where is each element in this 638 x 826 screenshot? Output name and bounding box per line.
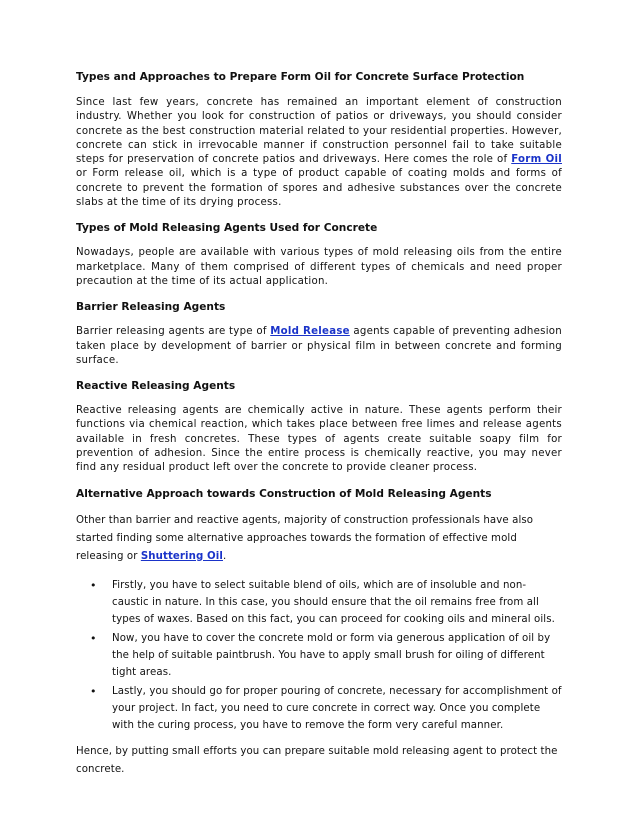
document-title: Types and Approaches to Prepare Form Oil for Concrete Surface Protection: [76, 71, 525, 83]
intro-paragraph: [76, 96, 562, 210]
intro-text-before: Since last few years, concrete has remained an important element of construction industry. Whether you look for construction of patios or driveways, you should consider concrete as the best construction material related to your residential properties. However, concrete can stick in irrevocable manner if construction personnel fail to take suitable steps for preservation of concrete patios and driveways. Here comes the role of: [76, 97, 562, 166]
barrier-text-before: Barrier releasing agents are type of: [76, 326, 271, 338]
types-paragraph: Nowadays, people are available with various types of mold releasing oils from the entire marketplace. Many of them comprised of different types of chemicals and need proper precaution at the time of its actual application.: [76, 247, 562, 287]
bullet-icon: •: [90, 684, 97, 698]
alternative-text-before: Other than barrier and reactive agents, majority of construction professionals have also started finding some alternative approaches towards the formation of effective mold releasing or: [76, 514, 534, 562]
conclusion-paragraph: Hence, by putting small efforts you can prepare suitable mold releasing agent to protect the concrete.: [76, 745, 558, 775]
list-item-text: Lastly, you should go for proper pouring of concrete, necessary for accomplishment of your project. In fact, you need to cure concrete in correct way. Once you complete with the curing process, you have to remove the form very careful manner.: [112, 685, 562, 731]
document-page: [76, 70, 562, 790]
barrier-heading: Barrier Releasing Agents: [76, 301, 226, 314]
alternative-paragraph: [76, 512, 562, 566]
list-item-text: Now, you have to cover the concrete mold or form via generous application of oil by the help of suitable paintbrush. You have to apply small brush for oiling of different tight areas.: [112, 632, 551, 678]
list-item: [76, 577, 562, 628]
form-oil-link[interactable]: Form Oil: [511, 154, 562, 166]
alternative-heading: Alternative Approach towards Construction of Mold Releasing Agents: [76, 487, 492, 500]
steps-list: [76, 577, 562, 734]
shuttering-oil-link[interactable]: Shuttering Oil: [140, 550, 223, 562]
reactive-paragraph: Reactive releasing agents are chemically active in nature. These agents perform their functions via chemical reaction, which takes place between free limes and release agents available in fresh concretes. These types of agents create suitable soapy film for prevention of adhesion. Since the entire process is chemically reactive, you may never find any residual product left over the concrete to provide cleaner process.: [76, 405, 562, 474]
types-heading: Types of Mold Releasing Agents Used for Concrete: [76, 222, 378, 235]
alternative-text-after: .: [223, 550, 227, 562]
list-item: [76, 630, 562, 681]
list-item-text: Firstly, you have to select suitable blend of oils, which are of insoluble and non-caustic in nature. In this case, you should ensure that the oil remains free from all types of waxes. Based on this fact, you can proceed for cooking oils and mineral oils.: [112, 579, 555, 625]
barrier-text-after: agents capable of preventing adhesion taken place by development of barrier or physical film in between concrete and forming surface.: [76, 326, 562, 366]
intro-text-after: or Form release oil, which is a type of product capable of coating molds and forms of concrete to prevent the formation of spores and adhesive substances over the concrete slabs at the time of its drying process.: [76, 168, 562, 209]
list-item: [76, 683, 562, 734]
bullet-icon: •: [90, 631, 97, 645]
bullet-icon: •: [90, 578, 97, 592]
mold-release-link[interactable]: Mold Release: [270, 326, 350, 338]
reactive-heading: Reactive Releasing Agents: [76, 380, 236, 393]
barrier-paragraph: [76, 325, 562, 368]
